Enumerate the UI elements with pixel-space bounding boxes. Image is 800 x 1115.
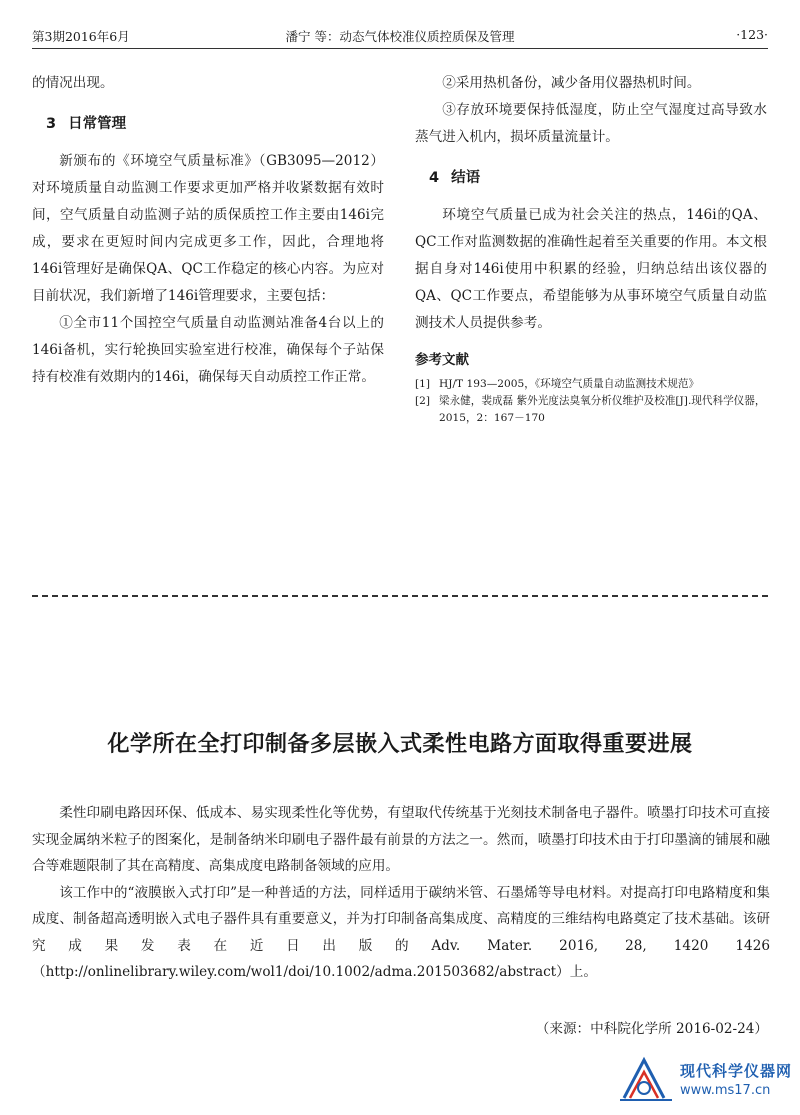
news-title: 化学所在全打印制备多层嵌入式柔性电路方面取得重要进展 xyxy=(107,732,693,757)
left-column xyxy=(32,70,384,391)
reference-item: [2] 梁永健，裴成磊 紫外光度法臭氧分析仪维护及校准[J].现代科学仪器，2015，2：167－170 xyxy=(415,395,766,424)
issue-label: 第3期2016年6月 xyxy=(32,29,130,44)
reference-item: [1] HJ/T 193—2005，《环境空气质量自动监测技术规范》 xyxy=(415,378,700,390)
news-body xyxy=(32,800,770,986)
news-source: （来源：中科院化学所 2016-02-24） xyxy=(535,1021,768,1037)
paragraph: 该工作中的“液膜嵌入式打印”是一种普适的方法，同样适用于碳纳米管、石墨烯等导电材料。对提高打印电路精度和集成度、制备超高透明嵌入式电子器件具有重要意义，并为打印制备高集成度、高精度的三维结构电路奠定了技术基础。该研究成果发表在近日出版的Adv. Mater. 2016, 28, 1420 1426（http://onlinelibrary.wiley.com/wol1/doi/10.1002/adma.201503682/abstract）上。 xyxy=(32,884,770,980)
section-heading-3: 3 日常管理 xyxy=(46,116,127,132)
section-heading-4: 4 结语 xyxy=(429,170,481,186)
paragraph: 新颁布的《环境空气质量标准》（GB3095—2012）对环境质量自动监测工作要求更加严格并收紧数据有效时间，空气质量自动监测子站的质保质控工作主要由146i完成，要求在更短时间内完成更多工作，因此，合理地将146i管理好是确保QA、QC工作稳定的核心内容。为应对目前状况，我们新增了146i管理要求，主要包括： xyxy=(32,153,384,304)
watermark-name: 现代科学仪器网 xyxy=(680,1062,793,1080)
logo-icon xyxy=(618,1052,676,1108)
running-title: 潘宁 等：动态气体校准仪质控质保及管理 xyxy=(285,29,515,44)
references-title: 参考文献 xyxy=(415,352,469,368)
paragraph: 柔性印刷电路因环保、低成本、易实现柔性化等优势，有望取代传统基于光刻技术制备电子器件。喷墨打印技术可直接实现金属纳米粒子的图案化，是制备纳米印刷电子器件最有前景的方法之一。然而，喷墨打印技术由于打印墨滴的铺展和融合等难题限制了其在高精度、高集成度电路制备领域的应用。 xyxy=(32,805,770,874)
paragraph: ①全市11个国控空气质量自动监测站准备4台以上的146i备机，实行轮换回实验室进行校准，确保每个子站保持有校准有效期内的146i，确保每天自动质控工作正常。 xyxy=(32,315,384,385)
dashed-divider xyxy=(32,595,768,597)
right-column xyxy=(415,70,767,427)
paragraph: 环境空气质量已成为社会关注的热点，146i的QA、QC工作对监测数据的准确性起着至关重要的作用。本文根据自身对146i使用中积累的经验，归纳总结出该仪器的QA、QC工作要点，希望能够为从事环境空气质量自动监测技术人员提供参考。 xyxy=(415,207,767,331)
paragraph: ③存放环境要保持低湿度，防止空气湿度过高导致水蒸气进入机内，损坏质量流量计。 xyxy=(415,102,767,145)
site-watermark xyxy=(618,1052,793,1108)
paragraph: ②采用热机备份，减少备用仪器热机时间。 xyxy=(442,75,701,91)
paragraph-continuation: 的情况出现。 xyxy=(32,75,114,91)
watermark-url: www.ms17.cn xyxy=(680,1083,771,1098)
page-header xyxy=(32,22,768,49)
page-number: ·123· xyxy=(736,27,768,42)
